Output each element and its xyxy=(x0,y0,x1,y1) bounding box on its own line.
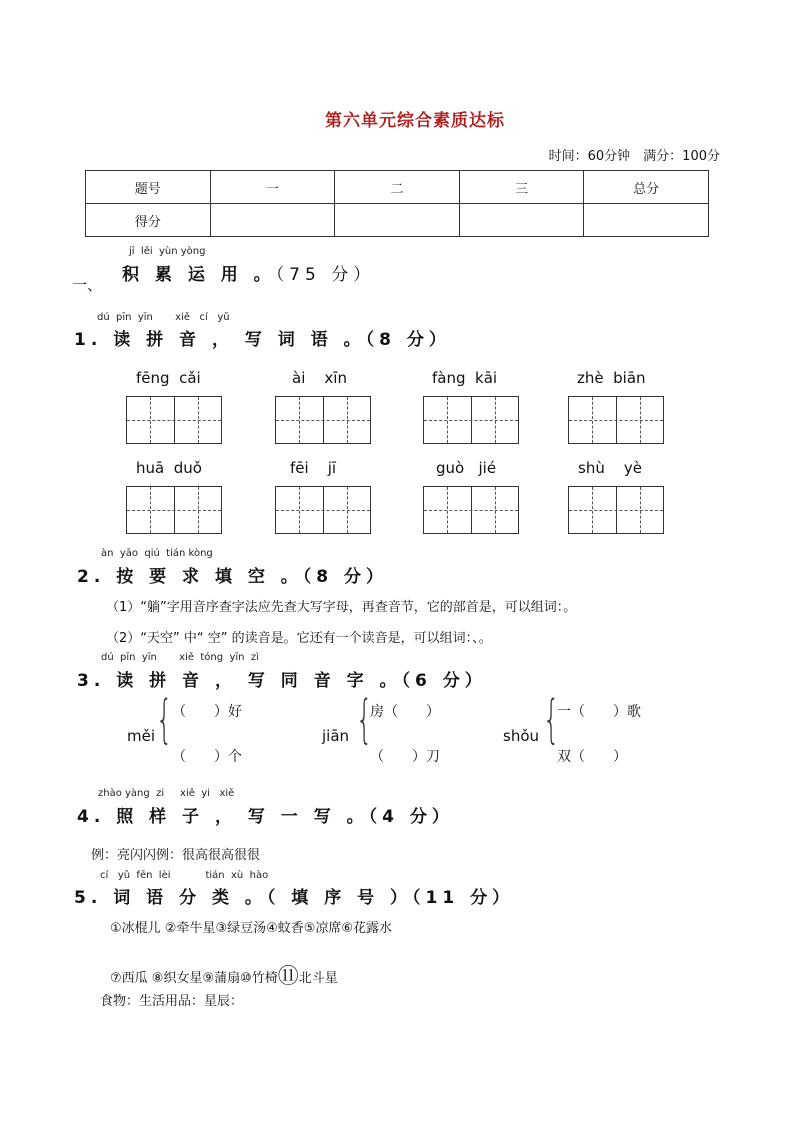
time-info: 时间：60分钟 满分：100分 xyxy=(548,149,720,164)
q5-items-a: ⑦西瓜 ⑧织女星⑨蒲扇⑩竹椅 xyxy=(110,971,278,986)
fill-blank[interactable]: 双（ ） xyxy=(557,749,627,765)
fill-blank[interactable]: 一（ ）歌 xyxy=(557,704,641,720)
writing-grid[interactable] xyxy=(126,486,222,534)
table-header-cell: 题号 xyxy=(86,171,211,204)
table-header-cell: 二 xyxy=(335,171,460,204)
word-pinyin: fàng kāi xyxy=(432,369,498,387)
section1-pinyin: jī lěi yùn yòng xyxy=(129,246,206,257)
group-pinyin: shǒu xyxy=(503,727,540,745)
score-table xyxy=(85,170,709,237)
score-cell[interactable] xyxy=(584,204,709,237)
q5-items-b: 北斗星 xyxy=(298,971,338,986)
word-pinyin: ài xīn xyxy=(292,369,347,387)
word-pinyin: fēng cǎi xyxy=(136,369,201,387)
table-row xyxy=(86,204,709,237)
section1-prefix: 一、 xyxy=(72,276,103,294)
q5-title: 5. 词 语 分 类 。（ 填 序 号 ）（11 分） xyxy=(74,888,515,908)
q5-items-line2 xyxy=(110,960,338,990)
writing-grid[interactable] xyxy=(568,486,664,534)
writing-grid[interactable] xyxy=(275,396,371,444)
writing-grid[interactable] xyxy=(275,486,371,534)
word-pinyin: shù yè xyxy=(578,459,643,477)
q2-title: 2. 按 要 求 填 空 。（8 分） xyxy=(77,567,389,587)
q5-pinyin: cí yǔ fēn lèi tián xù hào xyxy=(100,870,269,881)
section1-score: （75 分） xyxy=(275,265,376,285)
brace-icon: { xyxy=(156,690,173,750)
fill-blank[interactable]: （ ）好 xyxy=(172,704,242,720)
q2-line2: （2）“天空” 中“ 空” 的读音是。它还有一个读音是，可以组词：、。 xyxy=(106,631,492,646)
writing-grid[interactable] xyxy=(568,396,664,444)
row-label: 得分 xyxy=(86,204,211,237)
q1-pinyin: dú pīn yīn xiě cí yǔ xyxy=(97,312,230,323)
table-header-cell: 三 xyxy=(459,171,584,204)
score-cell[interactable] xyxy=(335,204,460,237)
word-pinyin: zhè biān xyxy=(577,369,646,387)
table-row xyxy=(86,171,709,204)
writing-grid[interactable] xyxy=(126,396,222,444)
section1-title xyxy=(122,260,375,285)
q3-pinyin: dú pīn yīn xiě tóng yīn zì xyxy=(101,652,259,663)
circled-number-eleven: ⑪ xyxy=(277,964,299,988)
page-title: 第六单元综合素质达标 xyxy=(325,111,505,131)
brace-icon: { xyxy=(356,690,373,750)
q5-items-line1: ①冰棍儿 ②牵牛星③绿豆汤④蚊香⑤凉席⑥花露水 xyxy=(110,921,393,936)
q4-pinyin: zhào yàng zi xiě yi xiě xyxy=(98,788,235,799)
fill-blank[interactable]: 房（ ） xyxy=(370,704,440,720)
brace-icon: { xyxy=(543,690,560,750)
group-pinyin: jiān xyxy=(322,727,350,745)
score-cell[interactable] xyxy=(459,204,584,237)
q4-title: 4. 照 样 子 ， 写 一 写 。（4 分） xyxy=(77,807,454,827)
word-pinyin: huā duǒ xyxy=(136,459,202,477)
q1-title: 1. 读 拼 音 ， 写 词 语 。（8 分） xyxy=(74,330,451,350)
word-pinyin: fēi jī xyxy=(290,459,337,477)
fill-blank[interactable]: （ ）刀 xyxy=(370,749,440,765)
q2-line1: （1）“躺”字用音序查字法应先查大写字母，再查音节，它的部首是，可以组词：。 xyxy=(106,600,577,615)
word-pinyin: guò jié xyxy=(436,459,497,477)
section1-title-text: 积 累 运 用 。 xyxy=(122,265,276,285)
q3-title: 3. 读 拼 音 ， 写 同 音 字 。（6 分） xyxy=(77,671,487,691)
q4-example: 例：亮闪闪例：很高很高很很 xyxy=(91,848,261,863)
writing-grid[interactable] xyxy=(423,486,519,534)
fill-blank[interactable]: （ ）个 xyxy=(172,749,242,765)
table-header-cell: 一 xyxy=(210,171,335,204)
score-cell[interactable] xyxy=(210,204,335,237)
table-header-cell: 总分 xyxy=(584,171,709,204)
writing-grid[interactable] xyxy=(423,396,519,444)
group-pinyin: měi xyxy=(127,727,156,745)
q5-categories: 食物：生活用品：星辰： xyxy=(100,994,244,1009)
q2-pinyin: àn yāo qiú tián kòng xyxy=(101,548,213,559)
